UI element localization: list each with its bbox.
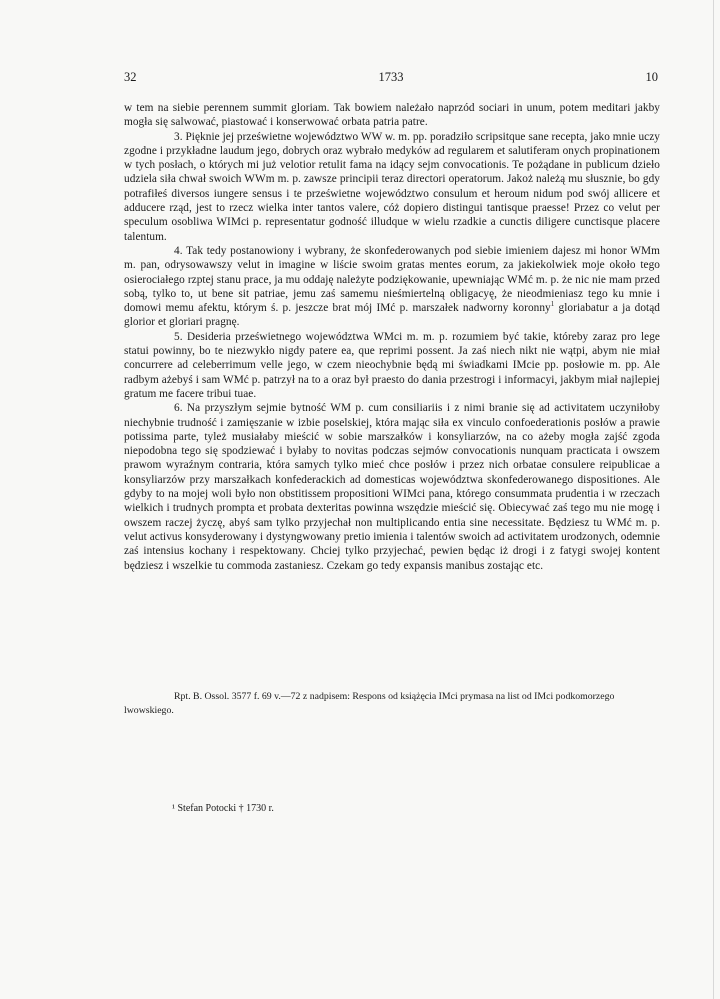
paragraph-5: 5. Desideria prześwietnego województwa WMci m. m. p. rozumiem być takie, któreby zaraz pro lege statui powinny, bo te niezwykło nigdy patere ea, que reprimi possent. Ja zaś niech nikt nie wątpi, abym nie miał concurrere ad celeberrimum velle jego, w czem nieochybnie będą mi świadkami IMcie pp. posłowie m. pp. Ale radbym ażebyś i sam WMć p. patrzył na to a oraz był praesto do dania przestrogi i informacyi, jakbym miał najlepiej gratum me facere tribui tuae.	[124, 330, 660, 400]
scan-edge-line	[713, 0, 714, 999]
source-note	[124, 690, 660, 717]
paragraph-4	[124, 244, 660, 330]
paragraph-4-text: 4. Tak tedy postanowiony i wybrany, że skonfederowanych pod siebie imieniem dajesz mi honor WMm m. pan, odrysowawszy velut in imagine w liście swoim gratas mentes eorum, za jakiekolwiek moje około tego osierociałego rzptej stanu prace, ja mu oddaję należyte podziękowanie, upewniając WMć m. p. że nic nie mam przed sobą, tylko to, ut bene sit patriae, jemu zaś samemu nieśmiertelną obligacyę, że nieodmieniasz tego ku mnie i domowi memu afektu, którym ś. p. jeszcze brat mój IMć p. marszałek nadworny koronny	[124, 244, 660, 315]
footnote	[172, 802, 572, 815]
footnote-text: ¹ Stefan Potocki † 1730 r.	[172, 803, 274, 814]
footnote-reference: 1	[550, 300, 555, 309]
page-header	[124, 70, 658, 90]
page-number-right: 10	[645, 70, 658, 84]
paragraph-6: 6. Na przyszłym sejmie bytność WM p. cum consiliariis i z nimi branie się ad activitatem uczyniłoby niechybnie trudność i zamięszanie w izbie poselskiej, która mając siła ex vinculo confoederationis posłów a prawie potissima parte, tyleż musiałaby mieścić w sobie marszałków i konsyliarzów, na co ażeby mogła zajść zgoda niepodobna tego się spodziewać i byłaby to novitas podczas sejmów convocationis nunquam practicata i owszem prawom wyraźnym contraria, która samych tylko mieć chce posłów i przez nich orbatae consulere reipublicae a konsyliarzów przy marszałkach konfederackich ad domesticas województwa skonfederowanego dispositiones. Ale gdyby to na mojej woli było non obstitissem propositioni WIMci pana, którego consummata prudentia i w rzeczach wielkich i trudnych prompta et probata dexteritas powinna wszędzie mieścić się. Obiecywać zaś tego mu nie mogę i owszem raczej życzę, abyś sam tylko przyjechał non multiplicando entia sine necessitate. Będziesz tu WMć m. p. velut activus konsyderowany i dystyngwowany pretio imienia i talentów swoich ad activitatem urodzonych, odemnie zaś intensius kochany i respektowany. Chciej tylko przyjechać, pewien będąc iż drogi i z fatygi swojej kontent będziesz i wszelkie tu commoda zastaniesz. Czekam go tedy expansis manibus zostając etc.	[124, 402, 660, 572]
source-note-text: Rpt. B. Ossol. 3577 f. 69 v.—72 z nadpisem: Respons od książęcia IMci prymasa na list od IMci podkomorzego lwowskiego.	[124, 691, 615, 716]
letter-body	[124, 101, 660, 573]
header-year: 1733	[378, 70, 404, 84]
paragraph-continuation: w tem na siebie perennem summit gloriam. Tak bowiem należało naprzód sociari in unum, potem meditari jakby mogła się salwować, piastować i konserwować orbata patria patre.	[124, 102, 660, 129]
paragraph-3: 3. Pięknie jej prześwietne województwo WW w. m. pp. poradziło scripsitque sane recepta, jako mnie uczy zgodne i przykładne laudum jego, dobrych oraz wybrało medyków ad regularem et salutiferam onych propinationem w tych posłach, o których mi już velotior retulit fama na idący sejm convocationis. Te pożądane in publicum dzieło udziela siła chwał swoich WWm m. p. zawsze principii teraz directori operatorum. Jakoż należą mu słusznie, bo gdy potrafiłeś diversos iungere sensus i te prześwietne województwo consulum et heroum nidum pod swój allicere et adducere rząd, jest to rzecz wielka inter tantos valere, cóż dopiero distingui tantisque praesse! Przez co velut per speculum osobliwa WIMci p. representatur godność illudque w wielu rzadkie a cunctis diligere cunctisque placere talentum.	[124, 130, 660, 243]
paragraph-4-ending: gloriabatur a ja dotąd glorior et gloriari pragnę.	[124, 302, 661, 329]
page-number-left: 32	[124, 70, 137, 84]
